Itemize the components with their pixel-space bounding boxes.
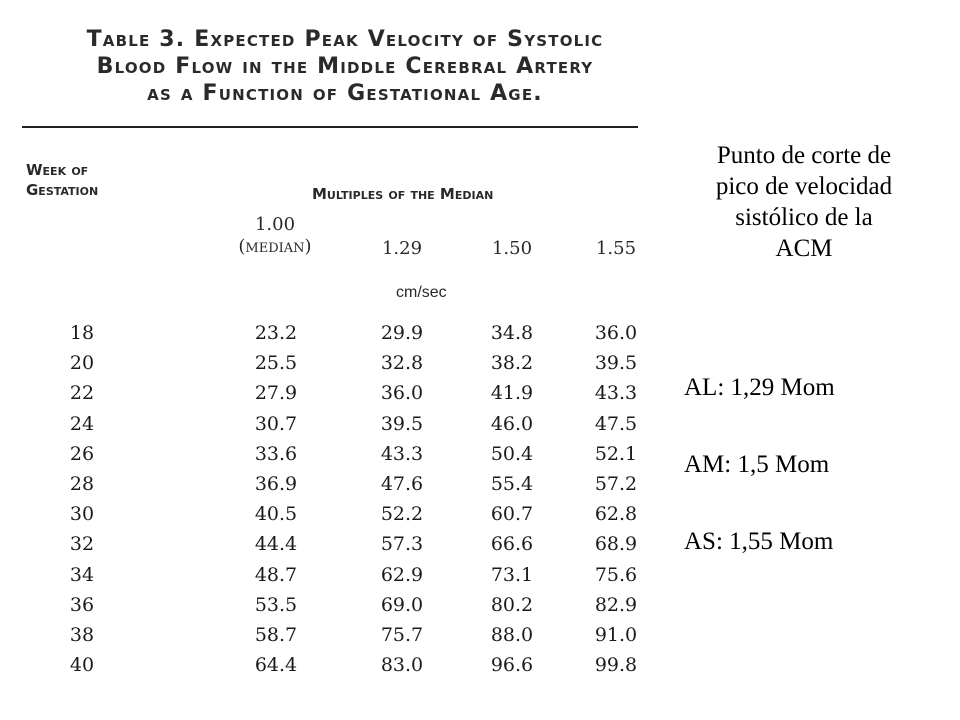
mom-150-cell: 55.4 bbox=[490, 472, 534, 495]
table-row bbox=[0, 560, 650, 590]
cutoff-as: AS: 1,55 Mom bbox=[684, 528, 834, 555]
note-line: Punto de corte de bbox=[716, 142, 892, 169]
table-body bbox=[0, 318, 650, 680]
week-cell: 40 bbox=[69, 654, 95, 677]
mom-155-cell: 52.1 bbox=[594, 442, 638, 465]
note-line: sistólico de la bbox=[735, 204, 873, 231]
week-cell: 26 bbox=[69, 442, 95, 465]
title-divider bbox=[22, 126, 638, 128]
table-row bbox=[0, 409, 650, 439]
mom-129-cell: 52.2 bbox=[380, 503, 424, 526]
median-value-cell: 30.7 bbox=[254, 412, 298, 435]
median-value-cell: 36.9 bbox=[254, 472, 298, 495]
table-row bbox=[0, 499, 650, 529]
median-value-cell: 53.5 bbox=[254, 593, 298, 616]
mom-129-cell: 75.7 bbox=[380, 623, 424, 646]
mom-150-cell: 46.0 bbox=[490, 412, 534, 435]
mom-129-cell: 69.0 bbox=[380, 593, 424, 616]
mom-155-cell: 62.8 bbox=[594, 503, 638, 526]
median-value-cell: 40.5 bbox=[254, 503, 298, 526]
table-row bbox=[0, 620, 650, 650]
cutoff-description bbox=[664, 140, 944, 264]
mom-150-cell: 88.0 bbox=[490, 623, 534, 646]
cutoff-al: AL: 1,29 Mom bbox=[684, 374, 835, 401]
mom-155-cell: 91.0 bbox=[594, 623, 638, 646]
week-cell: 34 bbox=[69, 563, 95, 586]
median-value-cell: 58.7 bbox=[254, 623, 298, 646]
week-cell: 32 bbox=[69, 533, 95, 556]
mom-129-cell: 36.0 bbox=[380, 382, 424, 405]
mom-150-cell: 34.8 bbox=[490, 322, 534, 344]
mom-155-cell: 99.8 bbox=[594, 654, 638, 677]
mom-150-cell: 41.9 bbox=[490, 382, 534, 405]
mom-155-cell: 68.9 bbox=[594, 533, 638, 556]
week-cell: 28 bbox=[69, 472, 95, 495]
table-row bbox=[0, 318, 650, 348]
mom-155-cell: 39.5 bbox=[594, 352, 638, 375]
median-value-cell: 25.5 bbox=[254, 352, 298, 375]
median-value: 1.00 bbox=[254, 214, 296, 235]
mom-129-cell: 32.8 bbox=[380, 352, 424, 375]
median-value-cell: 64.4 bbox=[254, 654, 298, 677]
table-row bbox=[0, 650, 650, 680]
median-value-cell: 23.2 bbox=[254, 322, 298, 344]
mom-155-cell: 57.2 bbox=[594, 472, 638, 495]
mom-155-cell: 75.6 bbox=[594, 563, 638, 586]
week-cell: 36 bbox=[69, 593, 95, 616]
week-of-gestation-header bbox=[26, 160, 98, 200]
cutoff-am: AM: 1,5 Mom bbox=[684, 451, 830, 478]
table-title-line: Table 3. Expected Peak Velocity of Systolic bbox=[86, 27, 604, 52]
mom-150-cell: 96.6 bbox=[490, 654, 534, 677]
week-header-line: Week of bbox=[26, 161, 89, 179]
mom-155-column-header: 1.55 bbox=[595, 238, 637, 259]
mom-155-cell: 82.9 bbox=[594, 593, 638, 616]
table-title-line: as a Function of Gestational Age. bbox=[147, 81, 543, 106]
week-cell: 38 bbox=[69, 623, 95, 646]
mom-129-cell: 29.9 bbox=[380, 322, 424, 344]
mom-129-cell: 47.6 bbox=[380, 472, 424, 495]
mom-155-cell: 36.0 bbox=[594, 322, 638, 344]
median-value-cell: 48.7 bbox=[254, 563, 298, 586]
cutoff-list bbox=[684, 372, 944, 603]
mom-150-cell: 80.2 bbox=[490, 593, 534, 616]
table-title-line: Blood Flow in the Middle Cerebral Artery bbox=[96, 54, 594, 79]
median-value-cell: 27.9 bbox=[254, 382, 298, 405]
note-line: ACM bbox=[775, 235, 833, 262]
mom-150-cell: 50.4 bbox=[490, 442, 534, 465]
week-cell: 18 bbox=[69, 322, 95, 344]
week-cell: 30 bbox=[69, 503, 95, 526]
median-value-cell: 33.6 bbox=[254, 442, 298, 465]
mom-150-cell: 73.1 bbox=[490, 563, 534, 586]
table-row bbox=[0, 469, 650, 499]
mom-150-cell: 38.2 bbox=[490, 352, 534, 375]
week-cell: 24 bbox=[69, 412, 95, 435]
mom-150-column-header: 1.50 bbox=[491, 238, 533, 259]
unit-label: cm/sec bbox=[396, 284, 447, 301]
mom-129-cell: 57.3 bbox=[380, 533, 424, 556]
table-row bbox=[0, 348, 650, 378]
mom-129-cell: 43.3 bbox=[380, 442, 424, 465]
week-header-line: Gestation bbox=[26, 181, 99, 199]
table-row bbox=[0, 590, 650, 620]
table-title bbox=[60, 26, 630, 107]
week-cell: 20 bbox=[69, 352, 95, 375]
mom-150-cell: 66.6 bbox=[490, 533, 534, 556]
mom-129-cell: 83.0 bbox=[380, 654, 424, 677]
mom-129-column-header: 1.29 bbox=[381, 238, 423, 259]
table-row bbox=[0, 378, 650, 408]
table-row bbox=[0, 529, 650, 559]
mom-150-cell: 60.7 bbox=[490, 503, 534, 526]
multiples-of-median-header: Multiples of the Median bbox=[312, 185, 494, 203]
table-row bbox=[0, 439, 650, 469]
mom-129-cell: 62.9 bbox=[380, 563, 424, 586]
mom-129-cell: 39.5 bbox=[380, 412, 424, 435]
median-column-header bbox=[220, 214, 330, 258]
mom-155-cell: 47.5 bbox=[594, 412, 638, 435]
median-label: (median) bbox=[238, 236, 312, 257]
note-line: pico de velocidad bbox=[715, 173, 893, 200]
mom-155-cell: 43.3 bbox=[594, 382, 638, 405]
week-cell: 22 bbox=[69, 382, 95, 405]
median-value-cell: 44.4 bbox=[254, 533, 298, 556]
